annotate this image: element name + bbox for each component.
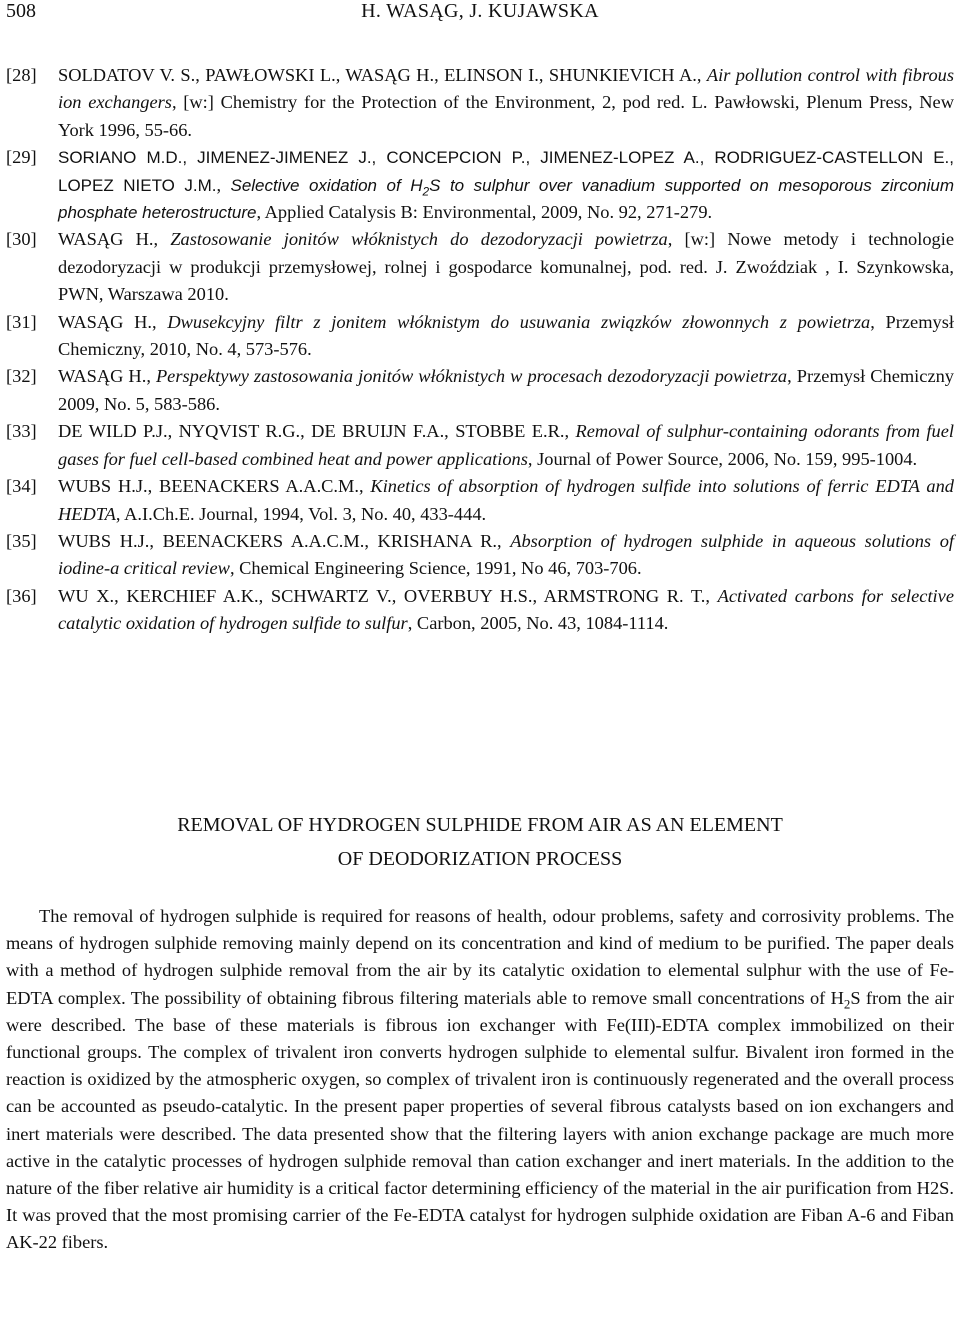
reference-item: [35] WUBS H.J., BEENACKERS A.A.C.M., KRISHANA R., Absorption of hydrogen sulphide in aqueous solutions of iodine-a critical review, Chemical Engineering Science, 1991, No 46, 703-706. — [6, 528, 954, 583]
reference-source: [w:] Chemistry for the Protection of the Environment, 2, pod red. L. Pawłowski, Plenum Press, New York 1996, 55-66. — [58, 92, 954, 140]
reference-authors: DE WILD P.J., NYQVIST R.G., DE BRUIJN F.A., STOBBE E.R. — [58, 421, 565, 442]
reference-authors: WASĄG H. — [58, 366, 147, 387]
reference-source: Chemical Engineering Science, 1991, No 46, 703-706. — [239, 558, 642, 579]
reference-number: [36] — [6, 585, 37, 606]
reference-authors: WUBS H.J., BEENACKERS A.A.C.M., KRISHANA R. — [58, 530, 498, 551]
reference-source: Przemysł Chemiczny 2009, No. 5, 583-586. — [58, 366, 954, 414]
reference-authors: SOLDATOV V. S., PAWŁOWSKI L., WASĄG H., ELINSON I., SHUNKIEVICH A. — [58, 65, 697, 85]
reference-title: Selective oxidation of $H_2S$ to sulphur over vanadium supported on mesoporous zirconium phosphate heterostructure — [58, 175, 955, 223]
reference-authors: WUBS H.J., BEENACKERS A.A.C.M. — [58, 476, 359, 497]
reference-number: [30] — [6, 229, 37, 250]
reference-number: [33] — [6, 421, 37, 442]
reference-authors: WASĄG H. — [58, 229, 154, 250]
reference-source: Carbon, 2005, No. 43, 1084-1114. — [416, 613, 669, 634]
reference-authors: WASĄG H. — [58, 311, 152, 332]
reference-number: [31] — [6, 311, 37, 332]
reference-source: [w:] Nowe metody i technologie dezodoryzacji w produkcji przemysłowej, rolnej i gospodarce komunalnej, pod. red. J. Zwoździak , I. Szynkowska, PWN, Warszawa 2010. — [58, 229, 955, 305]
reference-title: Dwusekcyjny filtr z jonitem włóknistym do usuwania związków złowonnych z powietrza — [167, 311, 871, 332]
reference-source: Applied Catalysis B: Environmental, 2009, No. 92, 271-279. — [264, 202, 713, 223]
reference-item: [29] SORIANO M.D., JIMENEZ-JIMENEZ J., CONCEPCION P., JIMENEZ-LOPEZ A., RODRIGUEZ-CASTELLON E., LOPEZ NIETO J.M., Selective oxidation of $H_2S$ to sulphur over vanadium supported on mesoporous zirconium phosphate heterostructure, Applied Catalysis B: Environmental, 2009, No. 92, 271-279. — [6, 144, 954, 226]
reference-title: Zastosowanie jonitów włóknistych do dezodoryzacji powietrza — [170, 229, 668, 250]
reference-title: Air pollution control with fibrous ion exchangers — [58, 65, 954, 113]
reference-list — [6, 62, 954, 638]
reference-title: Absorption of hydrogen sulphide in aqueous solutions of iodine-a critical review — [58, 530, 954, 579]
reference-item: [36] WU X., KERCHIEF A.K., SCHWARTZ V., OVERBUY H.S., ARMSTRONG R. T., Activated carbons for selective catalytic oxidation of hydrogen sulfide to sulfur, Carbon, 2005, No. 43, 1084-1114. — [6, 583, 954, 638]
abstract-body: The removal of hydrogen sulphide is required for reasons of health, odour problems, safety and corrosivity problems. The means of hydrogen sulphide removing mainly depend on its concentration and kind of medium to be purified. The paper deals with a method of hydrogen sulphide removal from the air by its catalytic oxidation to elemental sulphur with the use of Fe-EDTA complex. The possibility of obtaining fibrous filtering materials able to remove small concentrations of $H_2S$ from the air were described. The base of these materials is fibrous ion exchanger with Fe(III)-EDTA complex immobilized on their functional groups. The complex of trivalent iron converts hydrogen sulphide to elemental sulfur. Bivalent iron formed in the reaction is oxidized by the atmospheric oxygen, so complex of trivalent iron is continuously regenerated and the overall process can be accounted as pseudo-catalytic. In the present paper properties of several fibrous catalysts based on ion exchangers and inert materials were described. The data presented show that the filtering layers with anion exchange package are much more active in the catalytic processes of hydrogen sulphide removal than cation exchanger and inert materials. In the addition to the nature of the fiber relative air humidity is a critical factor determining efficiency of the material in the air purification from H2S. It was proved that the most promising carrier of the Fe-EDTA catalyst for hydrogen sulphide oxidation are Fiban A-6 and Fiban AK-22 fibers. — [6, 906, 954, 1253]
reference-title: Perspektywy zastosowania jonitów włóknistych w procesach dezodoryzacji powietrza — [155, 366, 788, 387]
reference-title: Removal of sulphur-containing odorants from fuel gases for fuel cell-based combined heat and power applications — [58, 421, 954, 469]
reference-item: [28] SOLDATOV V. S., PAWŁOWSKI L., WASĄG H., ELINSON I., SHUNKIEVICH A., Air pollution control with fibrous ion exchangers, [w:] Chemistry for the Protection of the Environment, 2, pod red. L. Pawłowski, Plenum Press, New York 1996, 55-66. — [6, 62, 954, 144]
reference-authors: WU X., KERCHIEF A.K., SCHWARTZ V., OVERBUY H.S., ARMSTRONG R. T. — [58, 585, 706, 606]
page-header — [6, 0, 954, 30]
reference-item: [33] DE WILD P.J., NYQVIST R.G., DE BRUIJN F.A., STOBBE E.R., Removal of sulphur-containing odorants from fuel gases for fuel cell-based combined heat and power applications, Journal of Power Source, 2006, No. 159, 995-1004. — [6, 418, 954, 473]
reference-source: A.I.Ch.E. Journal, 1994, Vol. 3, No. 40, 433-444. — [124, 503, 487, 524]
abstract-title — [0, 808, 960, 876]
reference-number: [32] — [6, 366, 37, 387]
running-head: H. WASĄG, J. KUJAWSKA — [361, 0, 599, 22]
reference-title: Kinetics of absorption of hydrogen sulfide into solutions of ferric EDTA and HEDTA — [58, 476, 954, 524]
reference-item: [32] WASĄG H., Perspektywy zastosowania jonitów włóknistych w procesach dezodoryzacji powietrza, Przemysł Chemiczny 2009, No. 5, 583-586. — [6, 363, 954, 418]
abstract-title-line: REMOVAL OF HYDROGEN SULPHIDE FROM AIR AS AN ELEMENT — [177, 814, 783, 836]
reference-authors: SORIANO M.D., JIMENEZ-JIMENEZ J., CONCEPCION P., JIMENEZ-LOPEZ A., RODRIGUEZ-CASTELLON E., LOPEZ NIETO J.M. — [58, 148, 954, 195]
reference-number: [29] — [6, 147, 37, 168]
abstract-title-line: OF DEODORIZATION PROCESS — [337, 848, 623, 870]
reference-source: Przemysł Chemiczny, 2010, No. 4, 573-576. — [58, 311, 954, 360]
reference-number: [34] — [6, 476, 37, 497]
reference-source: Journal of Power Source, 2006, No. 159, 995-1004. — [537, 448, 918, 469]
reference-item: [30] WASĄG H., Zastosowanie jonitów włóknistych do dezodoryzacji powietrza, [w:] Nowe metody i technologie dezodoryzacji w produkcji przemysłowej, rolnej i gospodarce komunalnej, pod. red. J. Zwoździak , I. Szynkowska, PWN, Warszawa 2010. — [6, 226, 954, 308]
reference-number: [35] — [6, 530, 37, 551]
page-number: 508 — [6, 0, 36, 22]
reference-item: [34] WUBS H.J., BEENACKERS A.A.C.M., Kinetics of absorption of hydrogen sulfide into solutions of ferric EDTA and HEDTA, A.I.Ch.E. Journal, 1994, Vol. 3, No. 40, 433-444. — [6, 473, 954, 528]
reference-item: [31] WASĄG H., Dwusekcyjny filtr z jonitem włóknistym do usuwania związków złowonnych z powietrza, Przemysł Chemiczny, 2010, No. 4, 573-576. — [6, 309, 954, 364]
reference-number: [28] — [6, 65, 37, 85]
reference-title: Activated carbons for selective catalytic oxidation of hydrogen sulfide to sulfur — [58, 585, 954, 634]
